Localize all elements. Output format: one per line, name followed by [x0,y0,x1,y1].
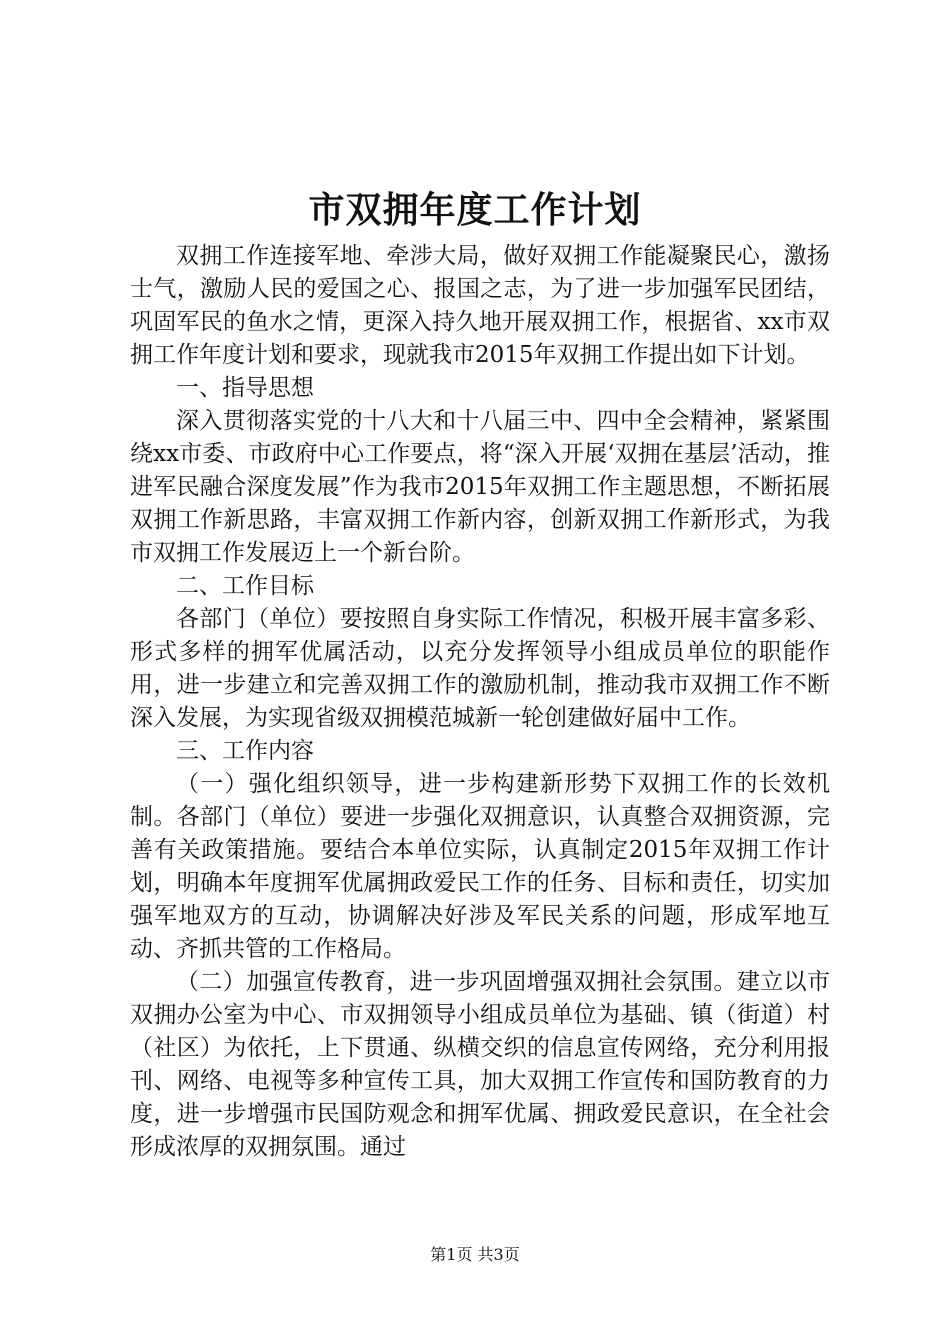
section-heading-work-goals: 二、工作目标 [176,573,314,599]
section-heading-guiding-thought: 一、指导思想 [176,375,314,401]
section-heading-work-content: 三、工作内容 [176,738,314,764]
document-title: 市双拥年度工作计划 [308,189,642,231]
work-goals-paragraph: 各部门（单位）要按照自身实际工作情况，积极开展丰富多彩、形式多样的拥军优属活动，以充分发挥领导小组成员单位的职能作用，进一步建立和完善双拥工作的激励机制，推动我市双拥工作不断深入发展，为实现省级双拥模范城新一轮创建做好届中工作。 [130,606,830,731]
document-body [130,240,830,1164]
guiding-thought-paragraph: 深入贯彻落实党的十八大和十八届三中、四中全会精神，紧紧围绕xx市委、市政府中心工作要点，将“深入开展‘双拥在基层’活动，推进军民融合深度发展”作为我市2015年双拥工作主题思想，不断拓展双拥工作新思路，丰富双拥工作新内容，创新双拥工作新形式，为我市双拥工作发展迈上一个新台阶。 [130,408,830,566]
work-content-item-2: （二）加强宣传教育，进一步巩固增强双拥社会氛围。建立以市双拥办公室为中心、市双拥领导小组成员单位为基础、镇（街道）村（社区）为依托，上下贯通、纵横交织的信息宣传网络，充分利用报刊、网络、电视等多种宣传工具，加大双拥工作宣传和国防教育的力度，进一步增强市民国防观念和拥军优属、拥政爱民意识，在全社会形成浓厚的双拥氛围。通过 [130,969,830,1160]
work-content-item-1: （一）强化组织领导，进一步构建新形势下双拥工作的长效机制。各部门（单位）要进一步强化双拥意识，认真整合双拥资源，完善有关政策措施。要结合本单位实际，认真制定2015年双拥工作计划，明确本年度拥军优属拥政爱民工作的任务、目标和责任，切实加强军地双方的互动，协调解决好涉及军民关系的问题，形成军地互动、齐抓共管的工作格局。 [130,771,830,962]
intro-paragraph: 双拥工作连接军地、牵涉大局，做好双拥工作能凝聚民心，激扬士气，激励人民的爱国之心、报国之志，为了进一步加强军民团结，巩固军民的鱼水之情，更深入持久地开展双拥工作，根据省、xx市双拥工作年度计划和要求，现就我市2015年双拥工作提出如下计划。 [130,243,830,368]
page-number-footer: 第1页 共3页 [430,1245,520,1264]
